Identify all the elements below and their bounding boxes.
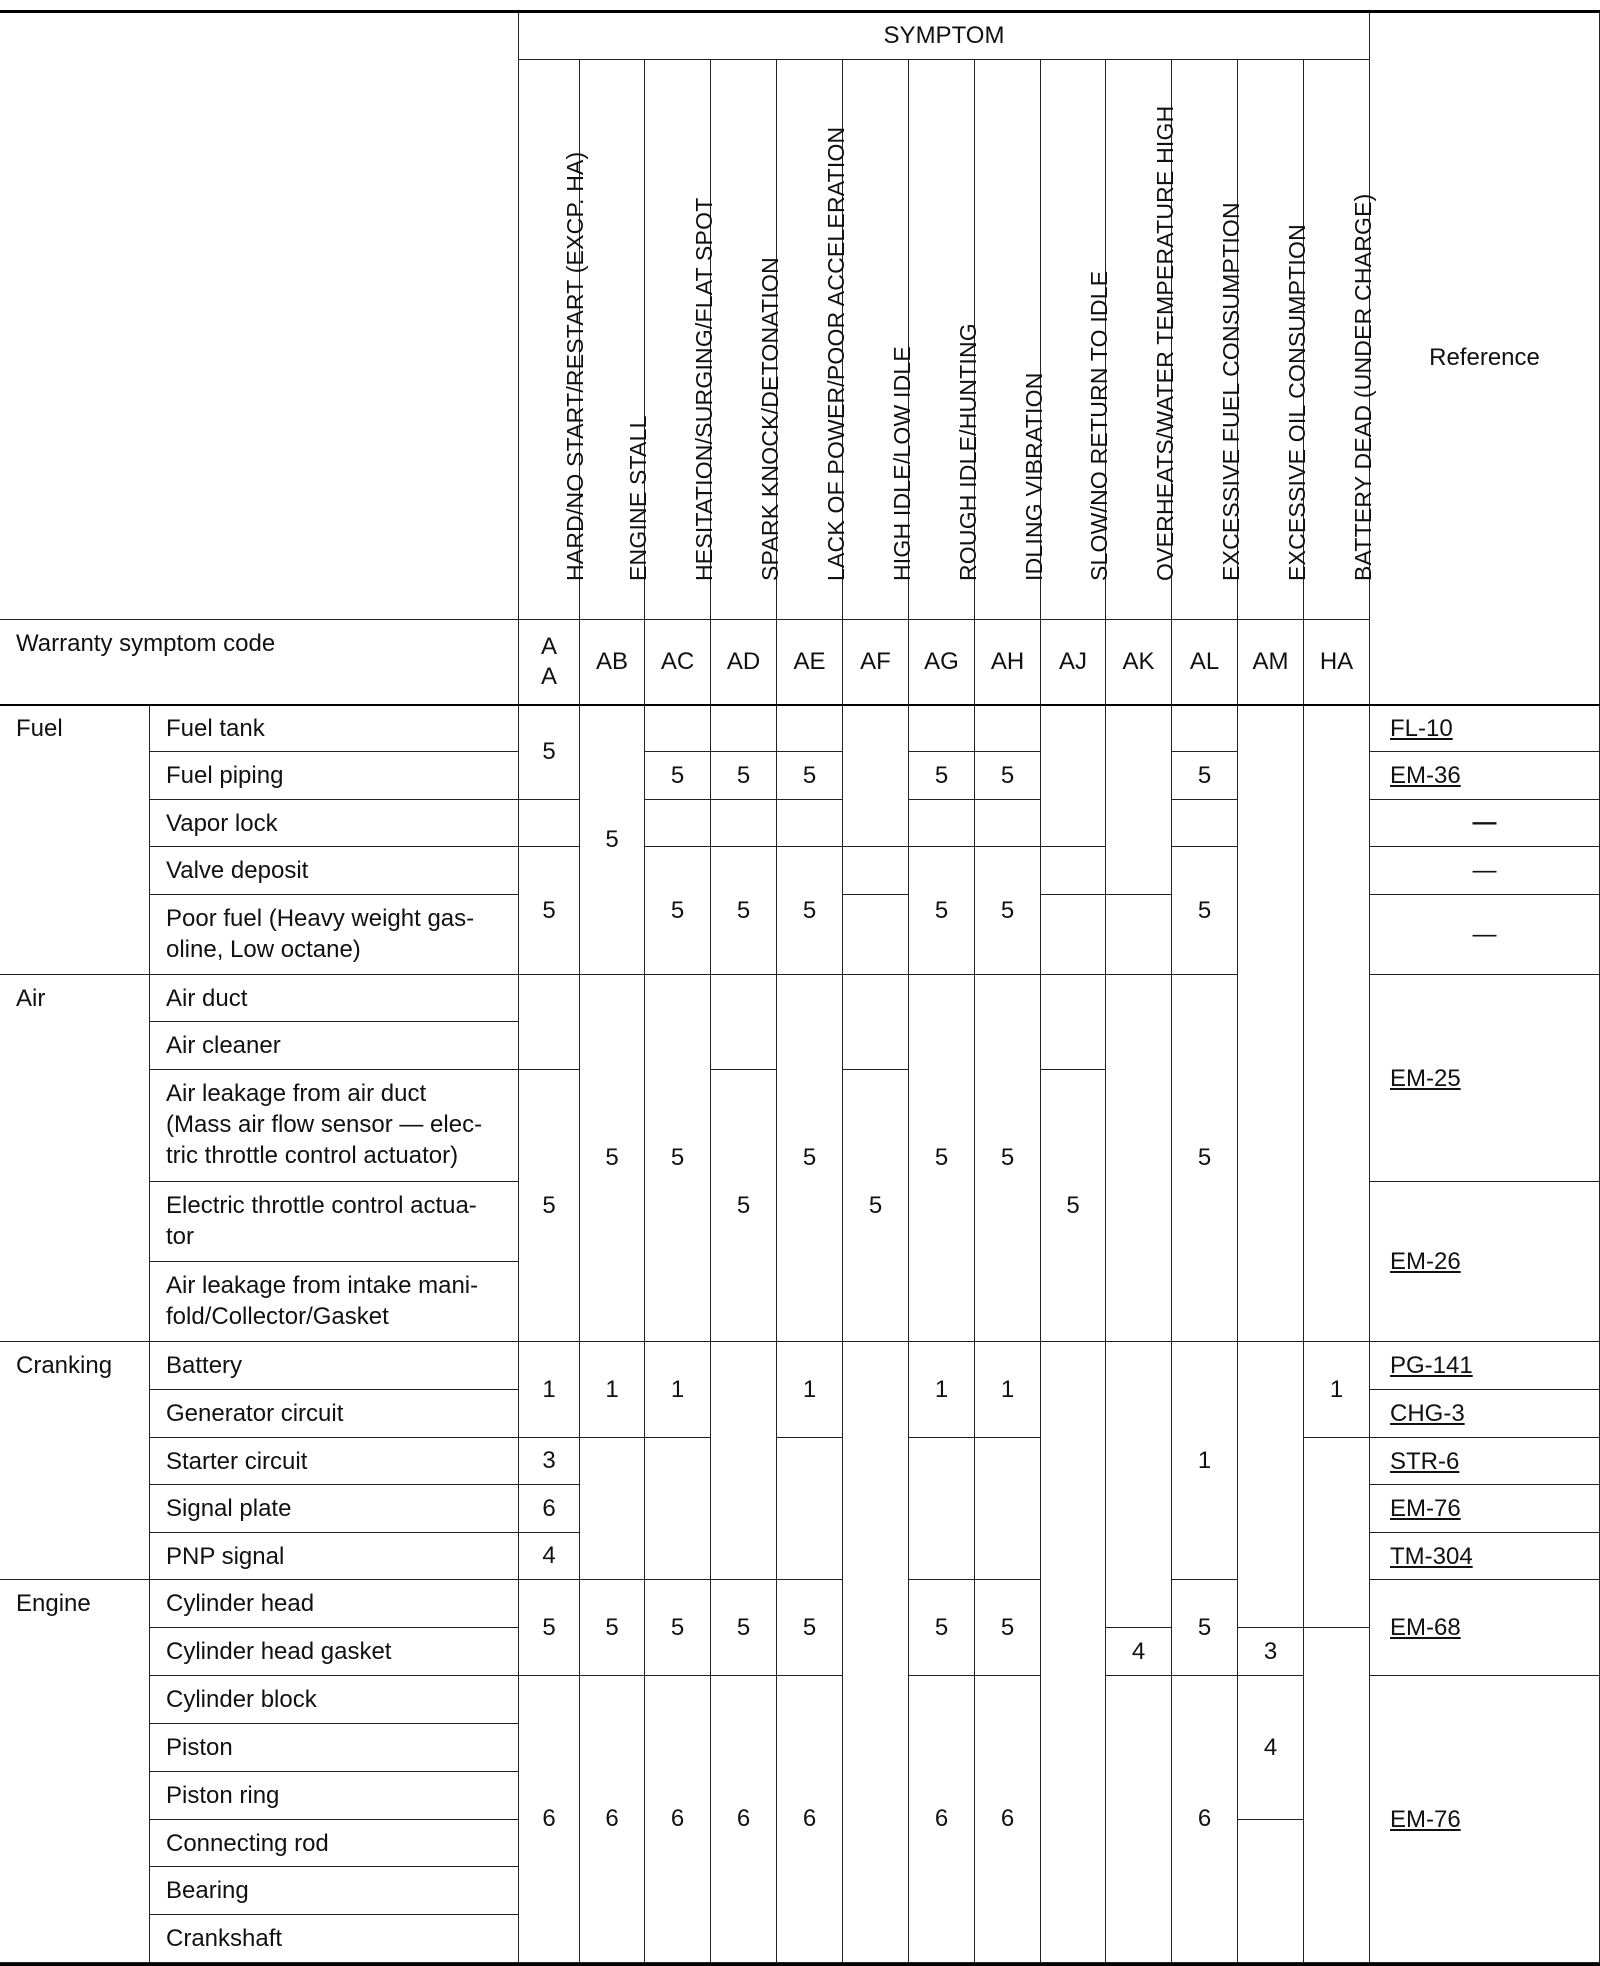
item-label xyxy=(150,1580,519,1628)
symptom-column-label xyxy=(909,60,981,620)
item-label xyxy=(150,975,519,1022)
item-label-text: Battery xyxy=(166,1352,243,1379)
symptom-label-text: SPARK KNOCK/DETONATION xyxy=(756,257,783,581)
item-label-text: Cylinder block xyxy=(166,1686,317,1713)
value-text: 5 xyxy=(1000,1144,1015,1171)
symptom-code-text: AJ xyxy=(1058,648,1087,675)
item-label-text: Piston xyxy=(166,1734,233,1761)
group-label-text: Cranking xyxy=(16,1352,113,1379)
value-text: 5 xyxy=(605,1144,619,1171)
empty-cell xyxy=(1106,705,1172,895)
item-label xyxy=(150,1676,519,1724)
empty-cell xyxy=(645,1438,711,1580)
item-label xyxy=(150,1485,519,1533)
symptom-code-text: A A xyxy=(540,633,557,690)
empty-cell xyxy=(1238,705,1304,1342)
symptom-column-label xyxy=(1304,60,1376,620)
value-text: 6 xyxy=(934,1805,949,1832)
value-cell xyxy=(645,975,711,1342)
symptom-code xyxy=(975,620,1041,705)
value-cell xyxy=(645,1676,711,1963)
item-label-text: Electric throttle control actua- tor xyxy=(166,1192,477,1250)
item-label-text: Crankshaft xyxy=(166,1925,283,1952)
item-label-text: Generator circuit xyxy=(166,1400,344,1427)
symptom-code-text: HA xyxy=(1319,648,1354,675)
empty-cell xyxy=(519,975,580,1070)
value-text: 5 xyxy=(542,738,556,765)
value-text: 5 xyxy=(1197,1144,1212,1171)
value-cell xyxy=(580,1676,645,1963)
value-text: 5 xyxy=(1197,1613,1212,1641)
reference-link[interactable] xyxy=(1370,1676,1600,1963)
value-cell xyxy=(580,975,645,1342)
value-cell xyxy=(909,1580,975,1676)
reference-link[interactable] xyxy=(1370,1342,1600,1390)
item-label-text: Fuel piping xyxy=(166,762,284,789)
reference-none xyxy=(1370,847,1600,895)
value-cell xyxy=(580,705,645,975)
value-text: 5 xyxy=(605,1613,619,1641)
value-text: 4 xyxy=(1263,1733,1278,1761)
symptom-column-label xyxy=(975,60,1047,620)
value-cell xyxy=(975,975,1041,1342)
value-text: 1 xyxy=(802,1375,817,1403)
value-text: 5 xyxy=(1000,1613,1015,1641)
empty-cell xyxy=(909,800,975,847)
group-label xyxy=(0,1580,150,1963)
symptom-label-text: IDLING VIBRATION xyxy=(1020,372,1047,581)
empty-cell xyxy=(580,1438,645,1580)
symptom-column-label xyxy=(777,60,849,620)
value-cell xyxy=(777,847,843,975)
value-text: 5 xyxy=(542,1191,556,1219)
symptom-code-text: AE xyxy=(793,648,826,675)
value-text: 5 xyxy=(802,896,817,924)
symptom-column-label xyxy=(1106,60,1178,620)
value-cell xyxy=(580,1342,645,1438)
symptom-code-text: AM xyxy=(1252,648,1289,675)
symptom-column-label xyxy=(1041,60,1112,620)
symptom-column-label xyxy=(1238,60,1310,620)
item-label-text: Signal plate xyxy=(166,1495,292,1522)
symptom-code xyxy=(1106,620,1172,705)
value-text: 5 xyxy=(934,1613,949,1641)
value-text: 5 xyxy=(1000,761,1015,789)
reference-link[interactable] xyxy=(1370,705,1600,752)
value-text: 1 xyxy=(1000,1375,1015,1403)
reference-header xyxy=(1370,12,1600,705)
item-label xyxy=(150,1772,519,1820)
empty-cell xyxy=(1304,1438,1370,1628)
value-text: 5 xyxy=(736,761,751,789)
item-label xyxy=(150,752,519,800)
empty-cell xyxy=(843,895,909,975)
value-cell xyxy=(711,1676,777,1963)
symptom-column-label xyxy=(645,60,717,620)
empty-cell xyxy=(1106,1676,1172,1963)
item-label-text: Cylinder head gasket xyxy=(166,1638,392,1665)
symptom-label-text: EXCESSIVE FUEL CONSUMPTION xyxy=(1217,202,1244,581)
table-rule xyxy=(0,10,1600,13)
reference-link[interactable] xyxy=(1370,1182,1600,1342)
value-cell xyxy=(519,1070,580,1342)
value-cell xyxy=(777,1580,843,1676)
reference-link-text[interactable]: PG-141 xyxy=(1390,1352,1473,1379)
reference-link-text[interactable]: EM-26 xyxy=(1390,1248,1461,1275)
symptom-label-text: BATTERY DEAD (UNDER CHARGE) xyxy=(1349,193,1376,581)
value-text: 3 xyxy=(1263,1637,1278,1665)
value-cell xyxy=(1238,1628,1304,1676)
empty-cell xyxy=(711,1342,777,1580)
value-text: 6 xyxy=(736,1805,751,1832)
symptom-code xyxy=(909,620,975,705)
reference-link-text[interactable]: EM-25 xyxy=(1390,1065,1461,1092)
symptom-code xyxy=(645,620,711,705)
item-label-text: Starter circuit xyxy=(166,1448,308,1475)
value-cell xyxy=(1172,847,1238,975)
item-label xyxy=(150,1438,519,1485)
value-text: 5 xyxy=(1000,896,1015,924)
item-label xyxy=(150,1262,519,1342)
value-cell xyxy=(711,1070,777,1342)
reference-link-text[interactable]: EM-76 xyxy=(1390,1495,1461,1522)
symptom-label-text: HARD/NO START/RESTART (EXCP. HA) xyxy=(562,151,588,581)
reference-link-text[interactable]: EM-76 xyxy=(1390,1806,1461,1833)
value-cell xyxy=(1106,1628,1172,1676)
symptom-code xyxy=(777,620,843,705)
value-cell xyxy=(645,752,711,800)
symptom-column-label xyxy=(711,60,783,620)
empty-cell xyxy=(1041,1342,1106,1963)
value-cell xyxy=(1041,1070,1106,1342)
symptom-label-text: HIGH IDLE/LOW IDLE xyxy=(888,346,915,581)
symptom-code-text: AB xyxy=(595,648,628,675)
value-text: 5 xyxy=(670,896,685,924)
empty-cell xyxy=(777,800,843,847)
empty-cell xyxy=(1041,975,1106,1070)
empty-cell xyxy=(843,705,909,847)
value-text: 5 xyxy=(1066,1191,1080,1219)
item-label-text: Valve deposit xyxy=(166,857,309,884)
reference-dash-text: — xyxy=(1472,920,1497,948)
value-cell xyxy=(1172,1342,1238,1580)
value-cell xyxy=(519,1438,580,1485)
item-label xyxy=(150,847,519,895)
value-cell xyxy=(711,1580,777,1676)
group-label-text: Fuel xyxy=(16,715,63,742)
empty-cell xyxy=(1304,1628,1370,1963)
symptom-label-text: HESITATION/SURGING/FLAT SPOT xyxy=(690,197,717,581)
symptom-code xyxy=(843,620,909,705)
value-cell xyxy=(975,1580,1041,1676)
reference-link-text[interactable]: EM-68 xyxy=(1390,1614,1461,1641)
value-cell xyxy=(519,705,580,800)
item-label xyxy=(150,1867,519,1915)
value-text: 1 xyxy=(1197,1446,1212,1474)
value-text: 5 xyxy=(802,1144,817,1171)
empty-cell xyxy=(1041,705,1106,847)
item-label xyxy=(150,1070,519,1182)
symptom-code xyxy=(580,620,645,705)
value-cell xyxy=(1172,1676,1238,1963)
symptom-code-text: AC xyxy=(660,648,695,675)
symptom-code xyxy=(519,620,580,705)
value-text: 5 xyxy=(1197,761,1212,789)
value-cell xyxy=(1172,1580,1238,1676)
item-label-text: Poor fuel (Heavy weight gas- oline, Low octane) xyxy=(166,905,475,963)
empty-cell xyxy=(711,975,777,1070)
value-cell xyxy=(1172,975,1238,1342)
empty-cell xyxy=(645,705,711,752)
symptom-code-text: AH xyxy=(990,648,1025,675)
symptom-code-text: AG xyxy=(924,648,959,675)
value-text: 5 xyxy=(542,896,556,924)
empty-cell xyxy=(777,705,843,752)
item-label-text: Bearing xyxy=(166,1877,249,1904)
empty-cell xyxy=(1238,1342,1304,1628)
warranty-code-label-text: Warranty symptom code xyxy=(16,630,276,657)
item-label xyxy=(150,1022,519,1070)
reference-link-text[interactable]: STR-6 xyxy=(1390,1448,1460,1475)
empty-cell xyxy=(1041,895,1106,975)
value-cell xyxy=(1238,1676,1304,1820)
empty-cell xyxy=(645,800,711,847)
value-cell xyxy=(519,1580,580,1676)
empty-cell xyxy=(777,1438,843,1580)
item-label xyxy=(150,1342,519,1390)
value-cell xyxy=(909,975,975,1342)
item-label xyxy=(150,1724,519,1772)
symptom-label-text: OVERHEATS/WATER TEMPERATURE HIGH xyxy=(1151,105,1178,581)
item-label xyxy=(150,1533,519,1580)
value-text: 5 xyxy=(802,1613,817,1641)
value-text: 6 xyxy=(1000,1805,1015,1832)
value-text: 1 xyxy=(934,1375,949,1403)
symptom-code-text: AL xyxy=(1189,648,1220,675)
value-cell xyxy=(843,1070,909,1342)
symptom-header-label: SYMPTOM xyxy=(883,21,1005,49)
value-cell xyxy=(975,1676,1041,1963)
symptom-column-label xyxy=(519,60,588,620)
symptom-code xyxy=(1238,620,1304,705)
item-label-text: Connecting rod xyxy=(166,1830,329,1857)
value-cell xyxy=(711,752,777,800)
value-text: 1 xyxy=(605,1375,619,1403)
empty-cell xyxy=(975,800,1041,847)
symptom-column-label xyxy=(843,60,915,620)
group-label xyxy=(0,975,150,1342)
reference-link[interactable] xyxy=(1370,975,1600,1182)
empty-cell xyxy=(519,800,580,847)
empty-cell xyxy=(975,705,1041,752)
value-text: 5 xyxy=(736,1613,751,1641)
value-text: 5 xyxy=(934,1144,949,1171)
symptom-code xyxy=(711,620,777,705)
item-label xyxy=(150,1390,519,1438)
value-text: 6 xyxy=(1197,1805,1212,1832)
value-cell xyxy=(909,1342,975,1438)
group-label xyxy=(0,705,150,975)
reference-none xyxy=(1370,895,1600,975)
reference-link-text[interactable]: TM-304 xyxy=(1390,1543,1473,1570)
value-text: 6 xyxy=(542,1805,556,1832)
empty-cell xyxy=(711,705,777,752)
symptom-label-text: EXCESSIVE OIL CONSUMPTION xyxy=(1283,224,1310,581)
value-cell xyxy=(909,752,975,800)
value-cell xyxy=(777,975,843,1342)
item-label-text: Air leakage from intake mani- fold/Collector/Gasket xyxy=(166,1272,479,1330)
item-label-text: PNP signal xyxy=(166,1543,285,1570)
symptom-column-label xyxy=(580,60,651,620)
value-cell xyxy=(975,1342,1041,1438)
symptom-label-text: ROUGH IDLE/HUNTING xyxy=(954,323,981,581)
item-label xyxy=(150,895,519,975)
value-cell xyxy=(519,1533,580,1580)
value-text: 5 xyxy=(736,896,751,924)
value-cell xyxy=(645,847,711,975)
value-text: 5 xyxy=(934,896,949,924)
value-text: 6 xyxy=(670,1805,685,1832)
item-label xyxy=(150,1915,519,1963)
value-cell xyxy=(777,1676,843,1963)
value-text: 5 xyxy=(605,825,619,853)
value-text: 6 xyxy=(605,1805,619,1832)
empty-cell xyxy=(1172,800,1238,847)
reference-link[interactable] xyxy=(1370,1390,1600,1438)
empty-cell xyxy=(843,1342,909,1963)
group-label-text: Engine xyxy=(16,1590,91,1617)
value-cell xyxy=(975,752,1041,800)
value-text: 1 xyxy=(1329,1375,1344,1403)
empty-cell xyxy=(843,975,909,1070)
item-label-text: Air duct xyxy=(166,985,248,1012)
value-text: 6 xyxy=(802,1805,817,1832)
reference-dash-text: — xyxy=(1472,809,1497,836)
header-blank xyxy=(0,12,519,620)
value-cell xyxy=(777,752,843,800)
symptom-header xyxy=(519,12,1370,60)
item-label-text: Air leakage from air duct (Mass air flow sensor — elec- tric throttle control actuator) xyxy=(166,1080,483,1169)
value-cell xyxy=(909,1676,975,1963)
value-cell xyxy=(711,847,777,975)
reference-link[interactable] xyxy=(1370,1485,1600,1533)
symptom-code xyxy=(1041,620,1106,705)
reference-link[interactable] xyxy=(1370,752,1600,800)
empty-cell xyxy=(1106,1342,1172,1628)
group-label xyxy=(0,1342,150,1580)
value-text: 5 xyxy=(802,761,817,789)
value-text: 5 xyxy=(670,1613,685,1641)
item-label-text: Cylinder head xyxy=(166,1590,315,1617)
value-text: 5 xyxy=(670,761,685,789)
value-text: 5 xyxy=(868,1191,883,1219)
symptom-code-text: AF xyxy=(860,648,891,675)
value-text: 6 xyxy=(542,1494,556,1522)
item-label xyxy=(150,1182,519,1262)
reference-header-label: Reference xyxy=(1429,344,1540,371)
item-label-text: Fuel tank xyxy=(166,715,265,742)
value-cell xyxy=(519,847,580,975)
reference-none xyxy=(1370,800,1600,847)
value-text: 5 xyxy=(934,761,949,789)
empty-cell xyxy=(909,705,975,752)
value-cell xyxy=(519,1342,580,1438)
symptom-label-text: SLOW/NO RETURN TO IDLE xyxy=(1086,270,1112,581)
empty-cell xyxy=(1106,975,1172,1342)
value-text: 1 xyxy=(670,1375,685,1403)
symptom-column-label xyxy=(1172,60,1244,620)
value-text: 4 xyxy=(542,1542,556,1569)
empty-cell xyxy=(975,1438,1041,1580)
reference-link-text[interactable]: EM-36 xyxy=(1390,762,1461,789)
reference-dash-text: — xyxy=(1472,856,1497,884)
empty-cell xyxy=(711,800,777,847)
value-cell xyxy=(580,1580,645,1676)
value-text: 5 xyxy=(1197,896,1212,924)
value-text: 4 xyxy=(1131,1637,1146,1665)
empty-cell xyxy=(843,847,909,895)
empty-cell xyxy=(1304,705,1370,1342)
symptom-label-text: LACK OF POWER/POOR ACCELERATION xyxy=(822,126,849,581)
item-label xyxy=(150,1820,519,1867)
item-label-text: Piston ring xyxy=(166,1782,280,1809)
value-cell xyxy=(519,1676,580,1963)
symptom-code-text: AK xyxy=(1122,648,1155,675)
empty-cell xyxy=(909,1438,975,1580)
value-text: 5 xyxy=(736,1191,751,1219)
reference-link-text[interactable]: FL-10 xyxy=(1390,715,1453,742)
value-cell xyxy=(975,847,1041,975)
item-label-text: Air cleaner xyxy=(166,1032,281,1059)
group-label-text: Air xyxy=(16,985,46,1012)
value-text: 1 xyxy=(542,1375,556,1403)
value-text: 3 xyxy=(542,1447,556,1474)
symptom-code xyxy=(1304,620,1370,705)
empty-cell xyxy=(1238,1820,1304,1963)
item-label xyxy=(150,800,519,847)
reference-link[interactable] xyxy=(1370,1438,1600,1485)
warranty-code-label xyxy=(0,620,519,705)
empty-cell xyxy=(1172,705,1238,752)
symptom-code-text: AD xyxy=(726,648,761,675)
value-text: 5 xyxy=(542,1613,556,1641)
empty-cell xyxy=(1106,895,1172,975)
value-cell xyxy=(909,847,975,975)
value-cell xyxy=(1172,752,1238,800)
value-cell xyxy=(519,1485,580,1533)
value-cell xyxy=(645,1342,711,1438)
reference-link[interactable] xyxy=(1370,1533,1600,1580)
value-text: 5 xyxy=(670,1144,685,1171)
symptom-label-text: ENGINE STALL xyxy=(625,415,651,581)
reference-link-text[interactable]: CHG-3 xyxy=(1390,1400,1465,1427)
value-cell xyxy=(1304,1342,1370,1438)
symptom-code xyxy=(1172,620,1238,705)
table-rule xyxy=(0,704,1600,706)
empty-cell xyxy=(1041,847,1106,895)
reference-link[interactable] xyxy=(1370,1580,1600,1676)
item-label xyxy=(150,1628,519,1676)
value-cell xyxy=(645,1580,711,1676)
item-label xyxy=(150,705,519,752)
value-cell xyxy=(777,1342,843,1438)
item-label-text: Vapor lock xyxy=(166,810,278,837)
